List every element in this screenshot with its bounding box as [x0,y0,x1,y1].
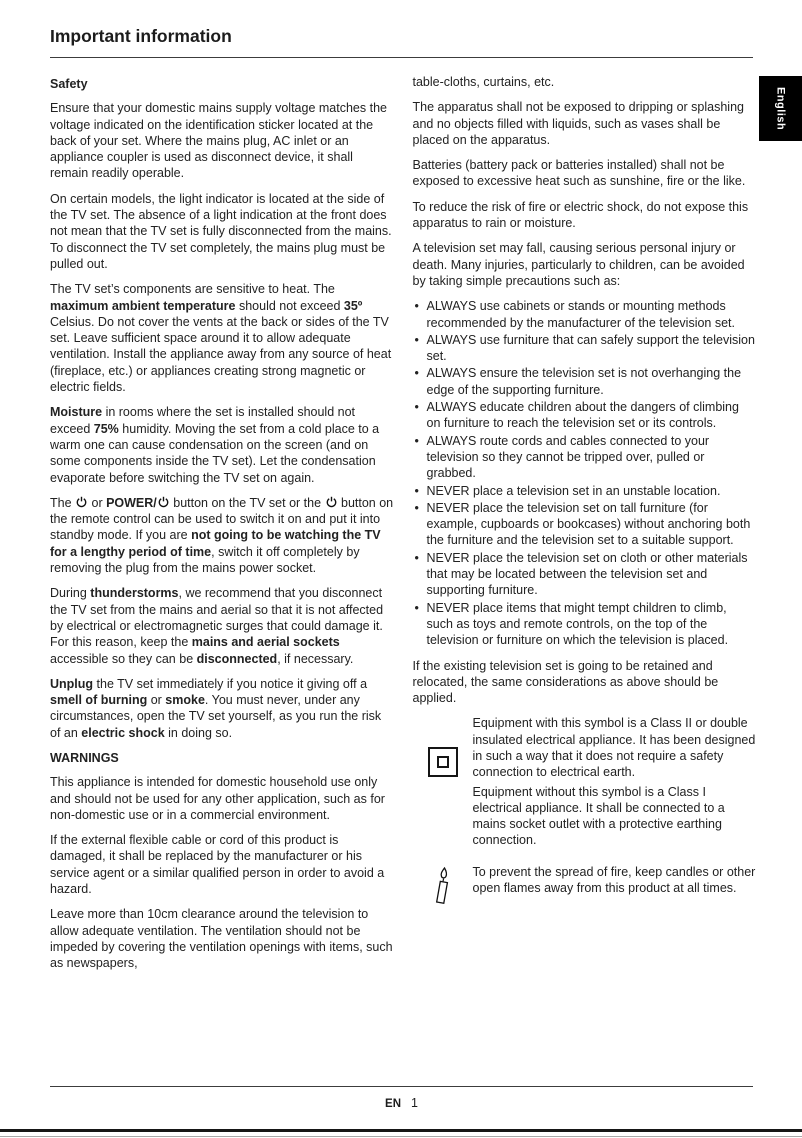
text-run: Equipment without this symbol is a Class I electrical appliance. It shall be connected to a mains socket outlet with a protective earthing connection. [472,784,725,848]
class-ii-icon [413,715,473,851]
text-run: ALWAYS ensure the television set is not overhanging the edge of the supporting furniture. [426,366,742,397]
bullet-item [413,433,757,482]
text-run: The apparatus shall not be exposed to dripping or splashing and no objects filled with liquids, such as vases shall be placed on the apparatus. [412,100,744,147]
text-run: If the external flexible cable or cord of this product is damaged, it shall be replaced by the manufacturer or his service agent or a similar qualified person in order to avoid a hazard. [50,833,385,897]
page-title: Important information [50,26,232,46]
bold-text: mains and aerial sockets [191,635,340,650]
bullet-item [413,332,757,365]
bold-text: not going to be watching the TV for a lengthy period of time [50,528,381,559]
text-run: button on the remote control can be used to switch it on and put it into standby mode. If you are [50,495,394,543]
class-ii-note [413,715,757,851]
text-run: To prevent the spread of fire, keep candles or other open flames away from this product at all times. [472,864,756,896]
footer-page-number: 1 [411,1096,418,1110]
candle-note [413,864,757,910]
bullet-item [413,550,757,599]
text-run: NEVER place a television set in an unstable location. [426,483,721,498]
content-columns [50,74,756,981]
section-heading: Safety [50,77,88,91]
note-text [473,864,757,910]
text-run: Celsius. Do not cover the vents at the back or sides of the TV set. Leave sufficient space around it to allow adequate ventilation. Install the appliance away from any source of heat (fireplace, etc.) or appliances creating strong magnetic or electric fields. [50,314,392,395]
bullet-marker: • [414,550,419,565]
bold-text: Unplug [50,676,94,691]
paragraph [413,658,757,707]
text-run: . You must never, under any circumstances, open the TV set yourself, as you run the risk of an [50,693,382,740]
footer-divider [50,1086,753,1087]
note-text [473,715,757,851]
paragraph [50,281,394,395]
language-tab [759,76,802,141]
page-footer [50,1094,753,1112]
text-run: in doing so. [164,725,233,740]
text-run: Ensure that your domestic mains supply voltage matches the voltage indicated on the identification sticker located at the back of your set. Where the mains plug, AC inlet or an appliance coupler is used as disconnect device, it shall remain readily operable. [50,101,387,181]
bold-text: 75% [93,421,119,436]
power-icon [158,496,169,508]
bold-text: smoke [165,693,205,708]
paragraph [50,404,394,485]
paragraph [50,774,394,823]
paragraph [413,99,757,148]
text-run: NEVER place the television set on tall furniture (for example, cupboards or bookcases) without anchoring both the furniture and the television set to a suitable support. [426,500,751,548]
paragraph [413,74,757,90]
bullet-item [413,298,757,331]
paragraph [473,864,757,897]
text-run: , switch it off completely by removing the plug from the mains power socket. [50,544,360,576]
bullet-marker: • [414,483,419,498]
text-run: should not exceed [235,298,344,313]
text-run: the TV set immediately if you notice it giving off a [93,676,368,691]
text-run: Equipment with this symbol is a Class II or double insulated electrical appliance. It has been designed in such a way that it does not require a safety connection to electrical earth. [472,716,756,780]
bold-text: POWER/ [106,495,157,510]
left-column [50,74,394,981]
text-run: , we recommend that you disconnect the TV set from the mains and aerial so that it is not affected by electrical or electromagnetic surges that could damage it. For this reason, keep the [50,586,384,650]
text-run: Batteries (battery pack or batteries installed) shall not be exposed to excessive heat such as sunshine, fire or the like. [412,158,746,189]
bottom-rule [0,1129,802,1132]
bullet-marker: • [414,366,419,381]
paragraph [413,199,757,232]
text-run: , if necessary. [277,651,354,666]
bullet-list [413,298,757,648]
power-icon [326,496,337,508]
paragraph [473,784,757,849]
paragraph [50,495,394,576]
paragraph [50,832,394,897]
paragraph [50,191,394,272]
text-run: This appliance is intended for domestic household use only and should not be used for any other application, such as for non-domestic use or in a commercial environment. [50,775,385,822]
text-run: table-cloths, curtains, etc. [412,75,555,89]
text-run: NEVER place items that might tempt children to climb, such as toys and remote controls, on the top of the television or furniture on which the television is placed. [426,600,729,648]
bullet-marker: • [414,433,419,448]
bottom-edge-line [0,1136,802,1137]
text-run: To reduce the risk of fire or electric shock, do not expose this apparatus to rain or moisture. [412,199,749,231]
text-run: During [50,586,91,601]
text-run: The [50,495,76,510]
bold-text: electric shock [81,725,165,740]
text-run: A television set may fall, causing serious personal injury or death. Many injuries, particularly to children, can be avoided by taking simple precautions such as: [412,241,745,288]
bullet-marker: • [414,500,419,515]
text-run: ALWAYS use cabinets or stands or mounting methods recommended by the manufacturer of the television set. [426,299,735,330]
text-run: NEVER place the television set on cloth or other materials that may be located between the television set and supporting furniture. [426,550,748,598]
text-run: ALWAYS route cords and cables connected to your television so they cannot be tripped over, pulled or grabbed. [426,433,710,481]
class-ii-inner-square [437,756,449,768]
paragraph [473,715,757,780]
section-heading: WARNINGS [50,750,119,765]
title-divider [50,57,753,58]
bullet-marker: • [414,600,419,615]
text-run: button on the TV set or the [169,495,325,510]
power-icon [76,496,87,508]
class-ii-outer-square [428,747,458,777]
bullet-item [413,399,757,432]
text-run: The TV set’s components are sensitive to heat. The [50,282,335,297]
text-run: in rooms where the set is installed should not exceed [50,405,356,436]
bold-text: smell of burning [50,693,148,708]
bold-text: Moisture [50,405,103,420]
text-run: ALWAYS educate children about the dangers of climbing on furniture to reach the television set or its controls. [426,400,739,431]
language-tab-label: English [774,86,787,131]
bullet-item [413,365,757,398]
text-run: or [88,495,107,510]
bullet-marker: • [414,299,419,314]
bold-text: thunderstorms [90,586,179,601]
bullet-marker: • [414,332,419,347]
bullet-item [413,500,757,549]
right-column [413,74,757,981]
bullet-item [413,483,757,499]
bold-text: disconnected [196,651,278,666]
bullet-item [413,600,757,649]
paragraph [50,100,394,181]
paragraph [50,676,394,741]
paragraph [50,585,394,666]
footer-language: EN [385,1098,402,1110]
bold-text: 35º [343,298,363,313]
text-run: On certain models, the light indicator is located at the side of the TV set. The absence of a light indication at the front does not mean that the TV set is fully disconnected from the mains. To disconnect the TV set completely, the mains plug must be pulled out. [50,191,392,271]
paragraph [413,157,757,190]
candle-icon [413,864,473,910]
paragraph [50,906,394,971]
text-run: accessible so they can be [50,651,197,666]
text-run: ALWAYS use furniture that can safely support the television set. [426,332,755,364]
text-run: or [147,693,166,708]
bullet-marker: • [414,400,419,415]
text-run: If the existing television set is going to be retained and relocated, the same considerations as above should be applied. [412,658,719,706]
paragraph [413,240,757,289]
text-run: humidity. Moving the set from a cold place to a warm one can cause condensation on the screen (and on some components inside the TV set). Let the condensation evaporate before switching the TV set on again. [50,421,380,485]
text-run: Leave more than 10cm clearance around the television to allow adequate ventilation. The ventilation should not be impeded by covering the ventilation openings with items, such as newspapers, [50,907,393,971]
bold-text: maximum ambient temperature [50,298,236,313]
